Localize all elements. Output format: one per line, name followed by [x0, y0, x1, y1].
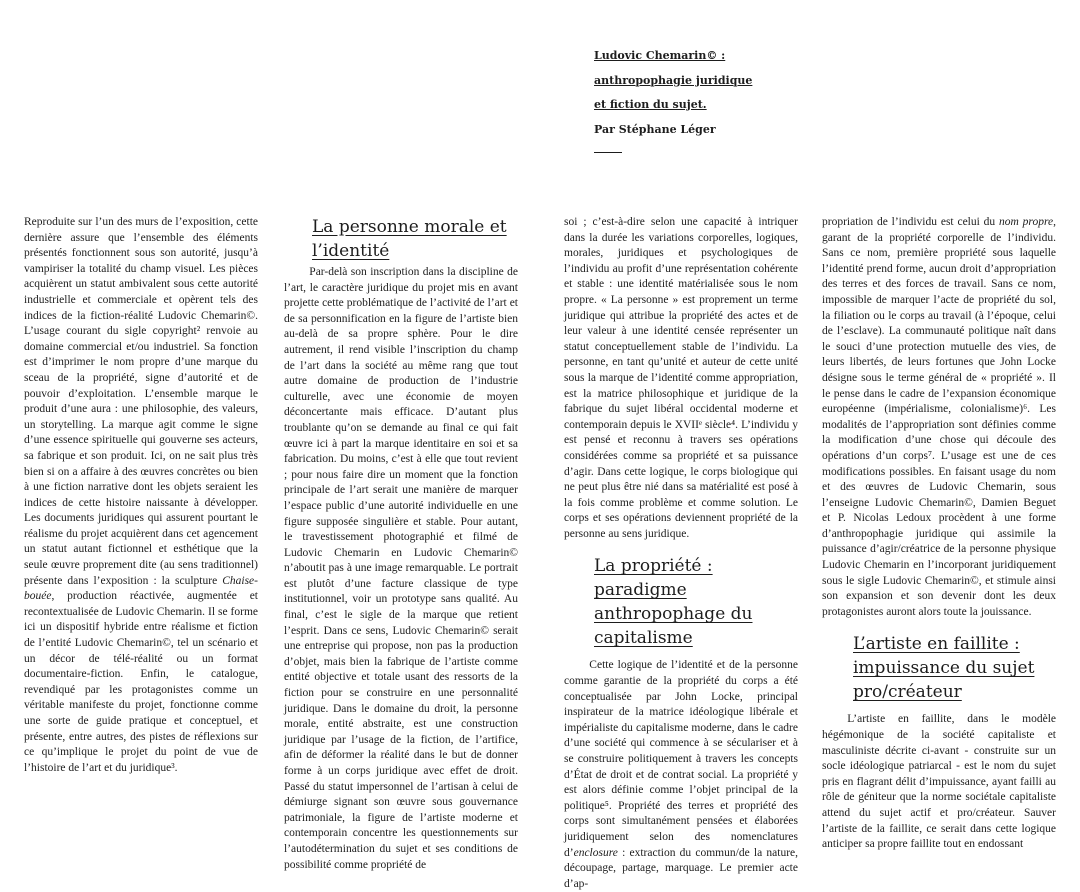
article-title-line-2: anthropophagie juridique — [594, 73, 753, 87]
article-header — [594, 44, 794, 153]
paragraph: L’artiste en faillite, dans le modèle hégémonique de la société capitaliste et masculiniste décrite ci-avant - construite sur un socle idéologique patriarcal - est le nom du sujet pris en flagrant délit d’impuissance, ayant failli au rôle de géniteur que la norme sociétale capitaliste attend du sujet actif et pro/créateur. Sauver l’artiste de la faillite, ce serait dans cette logique anticiper sa propre faillite tout en endossant — [822, 713, 1056, 851]
emphasis-text: Chaise-bouée — [24, 574, 258, 603]
paragraph: soi ; c’est-à-dire selon une capacité à intriquer dans la durée les variations corporelles, logiques, morales, juridiques et psychologiques de l’individu au profit d’une représentation cohérente et stable : une identité matérialisée sous le nom propre. « La personne » est proprement un terme juridique qui attribue la propriété des actes et de leur valeur à une identité censée représenter un statut conceptuellement stable de l’individu. La personne, en tant qu’unité et auteur de cette unité sous la marque de l’identité comme appropriation, est la matrice philosophique et juridique de la fabrique du sujet libéral occidental moderne et contemporain depuis le XVIIᵉ siècle⁴. L’individu y est pensé et reconnu à travers ses opérations considérées comme sa propriété et sa puissance d’agir. Dans cette logique, le corps biologique qui ne peut plus être nié dans sa matérialité est posé à la fois comme problème et comme solution. Le corps et ses opérations deviennent propriété de la personne au sens juridique. — [564, 216, 798, 540]
section-heading-personne-morale: La personne morale et l’identité — [312, 217, 507, 261]
article-title-line-1: Ludovic Chemarin© : — [594, 49, 726, 62]
text-column-1 — [24, 215, 258, 776]
emphasis-text: enclosure — [573, 846, 618, 859]
paragraph: propriation de l’individu est celui du nom propre, garant de la propriété corporelle de l’individu. Sans ce nom, première propriété sous laquelle l’identité prend forme, aucun droit d’appropriation des terres et des forces de travail. Sans ce nom, impossible de marquer l’acte de propriété du sol, la filiation ou le corps au travail (à l’époque, celui de l’esclave). La communauté politique naît dans le souci d’une protection mutuelle des vies, de leurs libertés, de leurs fortunes que John Locke désigne sous le terme général de « propriété ». Il le pense dans le cadre de l’expansion économique européenne (impérialisme, colonialisme)⁶. Les modalités de l’appropriation sont définies comme la modification d’une chose qui découle des opérations d’un corps⁷. L’usage est une de ces modifications possibles. En faisant usage du nom et des œuvres de Ludovic Chemarin, sous l’enseigne Ludovic Chemarin©, Damien Beguet et P. Nicolas Ledoux procèdent à une forme d’anthropophagie juridique qui assimile la puissance d’agir/créatrice de la personne physique Ludovic Chemarin en l’incorporant juridiquement sous le sigle Ludovic Chemarin©, et stimule ainsi son expansion et son devenir dont les deux protagonistes auront alors toute la jouissance. — [822, 216, 1056, 618]
text-column-3 — [564, 215, 798, 892]
header-rule — [594, 152, 622, 153]
text-column-4 — [822, 215, 1056, 853]
emphasis-text: nom propre — [999, 216, 1054, 228]
article-title-line-3: et fiction du sujet. — [594, 98, 707, 111]
text-column-2 — [284, 215, 518, 873]
paragraph: Reproduite sur l’un des murs de l’exposition, cette dernière assure que l’ensemble des éléments présentés fonctionnent sous son autorité, jusqu’à vampiriser la totalité du champ visuel. Les pièces acquièrent un statut ambivalent sous cette autorité industrielle et commerciale et opèrent tels des indices de la fiction-réalité Ludovic Chemarin©. L’usage courant du sigle copyright² renvoie au domaine commercial et/ou industriel. Sa fonction est d’imprimer le nom propre d’une marque du sceau de la propriété, signe d’autorité et de pouvoir d’exploitation. L’ensemble marque le produit d’une aura : une philosophie, des valeurs, un storytelling. La marque agit comme le signe d’une essence spirituelle qui gouverne ses acteurs, sa fabrique et son produit. Ici, on ne sait plus très bien si on a affaire à des œuvres concrètes ou bien à une fiction narrative dont les objets seraient les indices de cette histoire naissante à développer. Les documents juridiques qui assurent pourtant le réalisme du projet acquièrent dans cet agencement un statut autant fictionnel et esthétique que la seule œuvre proprement dite (au sens traditionnel) présente dans l’exposition : la sculpture Chaise-bouée, production réactivée, augmentée et recontextualisée de Ludovic Chemarin. Il se forme ici un dispositif hybride entre réalisme et fiction de l’entité Ludovic Chemarin©, tel un scénario et un décor de télé-réalité ou un format documentaire-fiction. Enfin, le catalogue, revendiqué par les protagonistes comme un véritable manifeste du projet, fonctionne comme une sorte de guide pratique et conceptuel, et présente, entre autres, des pistes de réflexions sur ce qu’implique le projet du point de vue de l’histoire de l’art et du juridique³. — [24, 216, 258, 774]
paragraph: Cette logique de l’identité et de la personne comme garantie de la propriété du corps a été conceptualisée par John Locke, principal inspirateur de la matrice idéologique libérale et impérialiste du capitalisme moderne, dans le cadre d’une société qui commence à se séculariser et à se construire politiquement à travers les concepts d’État de droit et de contrat social. La propriété y est alors définie comme l’objet principal de la politique⁵. Propriété des terres et propriété des corps sont simultanément pensées et élaborées juridiquement selon des nomenclatures d’enclosure : extraction du commun/de la nature, découpage, partage, marquage. Le premier acte d’ap- — [564, 659, 798, 890]
section-heading-propriete: La propriété : paradigme anthropophage du capitalisme — [594, 556, 753, 649]
section-heading-artiste-faillite: L’artiste en faillite : impuissance du sujet pro/créateur — [853, 634, 1035, 703]
article-author: Par Stéphane Léger — [594, 122, 716, 136]
paragraph: Par-delà son inscription dans la discipline de l’art, le caractère juridique du projet mis en avant projette cette problématique de l’activité de l’art et de sa personnification en la figure de l’artiste bien au-delà de sa propre sphère. Pour le dire autrement, il rend visible l’inscription du champ de l’art dans la société au même rang que tout autre domaine de production de l’industrie culturelle, avec une économie de moyen déconcertante mais efficace. D’autant plus troublante qu’on se demande au final ce qui fait œuvre ici à part la marque identitaire en soi et sa fabrication. Du moins, c’est à elle que tout revient ; pour nous faire dire un moment que la fonction principale de l’art serait une manière de marquer l’espace public d’une autorité individuelle en une figure supposée singulière et stable. Pour autant, le travestissement photographié et filmé de Ludovic Chemarin en Ludovic Chemarin© n’aboutit pas à une image remarquable. Le portrait est plutôt d’une facture classique de type institutionnel, voir un prototype sans qualité. Au final, c’est le sigle de la marque que retient l’esprit. Dans ce sens, Ludovic Chemarin© serait une entreprise qui propose, non pas la production d’objet, mais bien la fabrique de l’artiste comme entité objective et totale usant des ressorts de la fiction pour se construire en une personnalité juridique. Dans le domaine du droit, la personne morale, entité abstraite, est une construction juridique par l’usage de la fiction, de l’artifice, afin de déformer la réalité dans le but de donner forme à un corps juridique avec effet de droit. Passé du statut impersonnel de l’artisan à celui de démiurge signant son œuvre sous gouvernance patrimoniale, la figure de l’artiste moderne et contemporain concentre les questionnements sur l’autodétermination du sujet et ses conditions de possibilité comme propriété de — [284, 266, 518, 871]
